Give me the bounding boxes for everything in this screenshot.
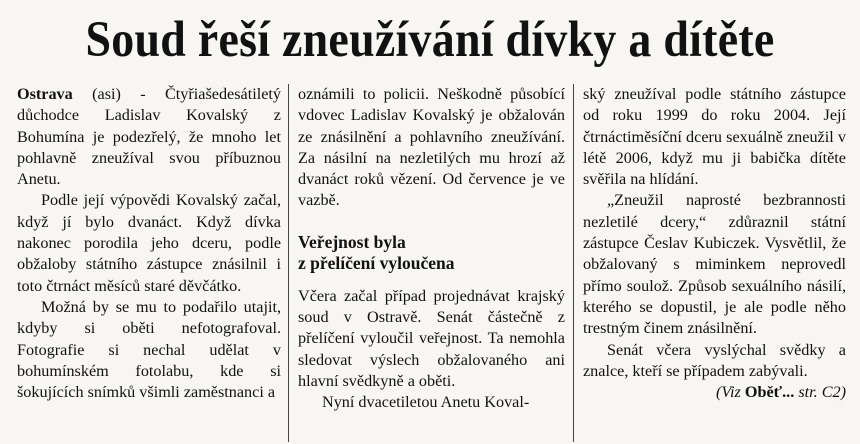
- subheading: Veřejnost byla z přelíčení vyloučena: [298, 231, 455, 274]
- article-column-1: [17, 84, 281, 444]
- article-column-2: [298, 84, 565, 444]
- paragraph: ský zneužíval podle státního zástupce od roku 1999 do roku 2004. Její čtrnáctiměsíční dceru sexuálně zneužil v létě 2006, když mu ji babička dítěte svěřila na hlídání.: [583, 85, 846, 189]
- continuation-reference: (Viz Oběť... str. C2): [715, 383, 846, 402]
- article-column-3: [583, 84, 846, 444]
- paragraph: Nyní dvacetiletou Anetu Koval-: [322, 393, 530, 412]
- lead-paragraph: Ostrava (asi) - Čtyřiašedesátiletý důchodce Ladislav Kovalský z Bohumína je podezřelý, že mnoho let pohlavně zneužíval svou příbuznou Anetu.: [17, 85, 281, 189]
- dateline: Ostrava: [17, 85, 73, 103]
- column-divider: [288, 84, 289, 442]
- paragraph: Senát včera vyslýchal svědky a znalce, kteří se případem zabývali.: [583, 340, 846, 380]
- paragraph: oznámili to policii. Neškodně působící vdovec Ladislav Kovalský je obžalován ze znásilnění a pohlavního zneužívání. Za násilní na nezletilých mu hrozí až dvanáct roků vězení. Od července je ve vazbě.: [298, 85, 565, 210]
- paragraph: Možná by se mu to podařilo utajit, kdyby si oběti nefotografoval. Fotografie si nechal udělat v bohumínském fotolabu, kde si šokujících snímků všimli zaměstnanci a: [17, 297, 281, 402]
- paragraph: „Zneužil naprosté bezbrannosti nezletilé dcery,“ zdůraznil státní zástupce Česlav Kubiczek. Vysvětlil, že obžalovaný s miminkem neprovedl přímo soulož. Způsob sexuálního násilí, kterého se dopustil, je ale podle něho trestným činem znásilnění.: [583, 191, 846, 338]
- column-divider: [573, 84, 574, 442]
- paragraph: Včera začal případ projednávat krajský soud v Ostravě. Senát částečně z přelíčení vyloučil veřejnost. Ta nemohla sledovat výslech obžalovaného ani hlavní svědkyně a oběti.: [298, 286, 565, 390]
- paragraph: Podle její výpovědi Kovalský začal, když jí bylo dvanáct. Když dívka nakonec porodila jeho dceru, podle obžaloby státního zástupce znásilnil i toto čtrnáct měsíců staré děvčátko.: [17, 191, 281, 295]
- article-headline: Soud řeší zneužívání dívky a dítěte: [85, 12, 775, 68]
